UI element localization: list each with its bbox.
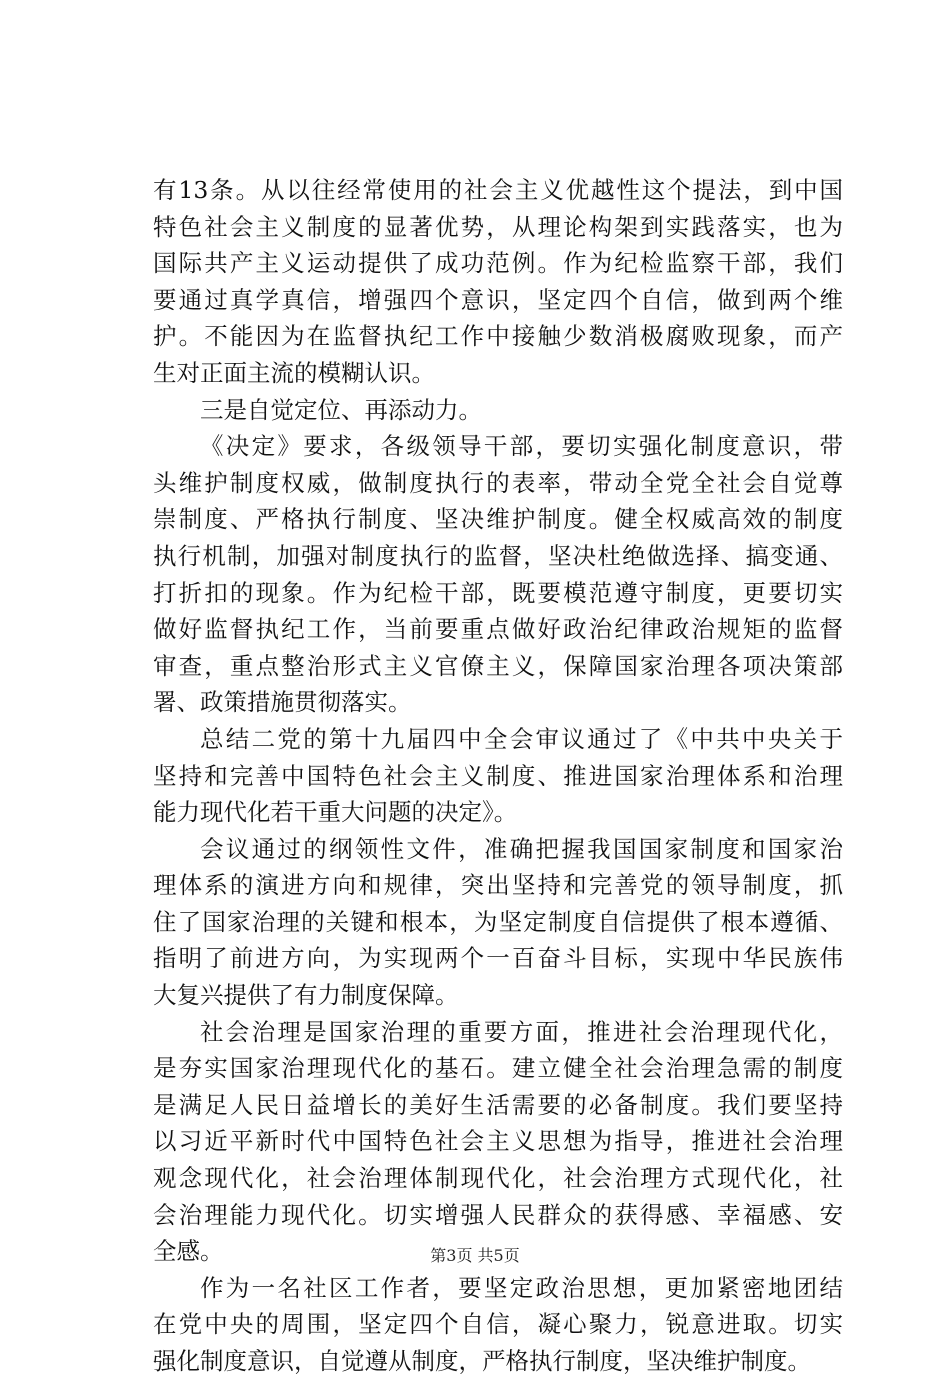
text-line: 在党中央的周围，坚定四个自信，凝心聚力，锐意进取。切实 — [153, 1310, 843, 1339]
text-line: 生对正面主流的模糊认识。 — [153, 358, 435, 387]
text-line: 全感。 — [153, 1237, 224, 1266]
text-line: 有13条。从以往经常使用的社会主义优越性这个提法，到中国 — [153, 176, 843, 204]
paragraph — [153, 392, 843, 429]
text-line: 总结二党的第十九届四中全会审议通过了《中共中央关于 — [200, 724, 843, 753]
text-line: 崇制度、严格执行制度、坚决维护制度。健全权威高效的制度 — [153, 505, 843, 534]
document-body — [153, 172, 843, 1380]
paragraph — [153, 172, 843, 392]
text-line: 强化制度意识，自觉遵从制度，严格执行制度，坚决维护制度。 — [153, 1347, 811, 1375]
text-line: 指明了前进方向，为实现两个一百奋斗目标，实现中华民族伟 — [153, 944, 843, 973]
text-line: 头维护制度权威，做制度执行的表率，带动全党全社会自觉尊 — [153, 468, 843, 497]
text-line: 作为一名社区工作者，要坚定政治思想，更加紧密地团结 — [200, 1273, 843, 1302]
text-line: 做好监督执纪工作，当前要重点做好政治纪律政治规矩的监督 — [153, 615, 843, 644]
paragraph — [153, 721, 843, 831]
text-line: 大复兴提供了有力制度保障。 — [153, 981, 459, 1010]
text-line: 审查，重点整治形式主义官僚主义，保障国家治理各项决策部 — [153, 651, 843, 680]
text-line: 护。不能因为在监督执纪工作中接触少数消极腐败现象，而产 — [153, 322, 843, 351]
text-line: 要通过真学真信，增强四个意识，坚定四个自信，做到两个维 — [153, 285, 843, 314]
text-line: 三是自觉定位、再添动力。 — [200, 395, 482, 424]
text-line: 是夯实国家治理现代化的基石。建立健全社会治理急需的制度 — [153, 1054, 843, 1083]
text-line: 会议通过的纲领性文件，准确把握我国国家制度和国家治 — [200, 834, 843, 863]
paragraph — [153, 1270, 843, 1380]
text-line: 《决定》要求，各级领导干部，要切实强化制度意识，带 — [200, 432, 843, 461]
text-line: 打折扣的现象。作为纪检干部，既要模范遵守制度，更要切实 — [153, 578, 843, 607]
text-line: 署、政策措施贯彻落实。 — [153, 688, 412, 717]
text-line: 会治理能力现代化。切实增强人民群众的获得感、幸福感、安 — [153, 1200, 843, 1229]
text-line: 能力现代化若干重大问题的决定》。 — [153, 798, 518, 827]
paragraph — [153, 831, 843, 1014]
text-line: 社会治理是国家治理的重要方面，推进社会治理现代化， — [200, 1017, 843, 1046]
page-footer: 第3页 共5页 — [430, 1246, 520, 1265]
text-line: 国际共产主义运动提供了成功范例。作为纪检监察干部，我们 — [153, 249, 843, 278]
text-line: 执行机制，加强对制度执行的监督，坚决杜绝做选择、搞变通、 — [153, 541, 843, 570]
text-line: 观念现代化，社会治理体制现代化，社会治理方式现代化，社 — [153, 1164, 843, 1193]
text-line: 是满足人民日益增长的美好生活需要的必备制度。我们要坚持 — [153, 1090, 843, 1119]
text-line: 理体系的演进方向和规律，突出坚持和完善党的领导制度，抓 — [153, 871, 843, 900]
text-line: 住了国家治理的关键和根本，为坚定制度自信提供了根本遵循、 — [153, 907, 843, 936]
paragraph — [153, 1014, 843, 1270]
text-line: 坚持和完善中国特色社会主义制度、推进国家治理体系和治理 — [153, 761, 843, 790]
paragraph — [153, 428, 843, 721]
text-line: 特色社会主义制度的显著优势，从理论构架到实践落实，也为 — [153, 212, 843, 241]
text-line: 以习近平新时代中国特色社会主义思想为指导，推进社会治理 — [153, 1127, 843, 1156]
